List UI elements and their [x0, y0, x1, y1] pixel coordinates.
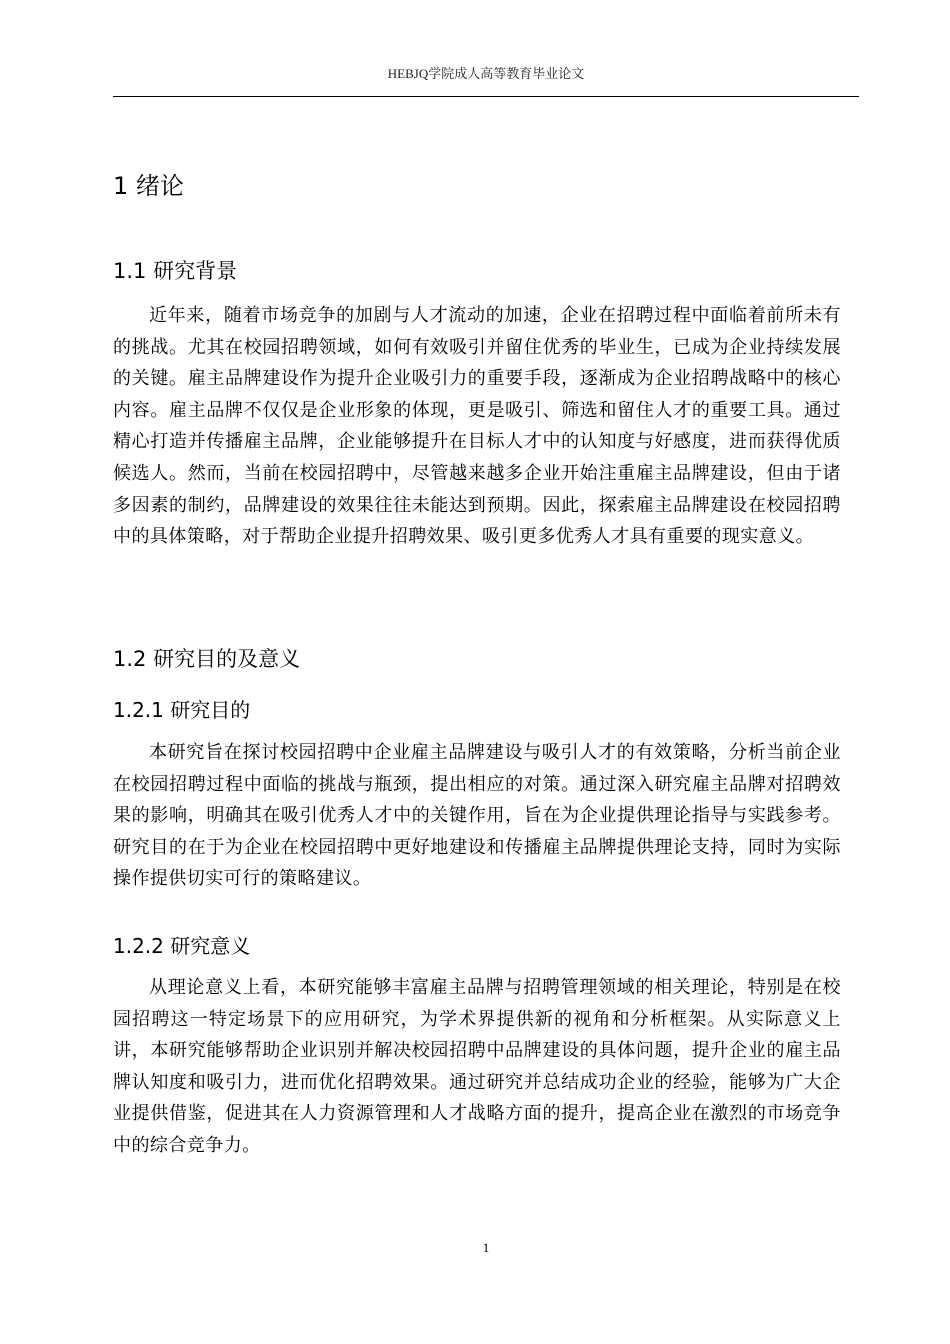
subsection-title-significance: 1.2.2 研究意义 [113, 934, 251, 958]
subsection-title-purpose: 1.2.1 研究目的 [113, 698, 251, 722]
page-number: 1 [482, 1240, 490, 1255]
paragraph-significance: 从理论意义上看，本研究能够丰富雇主品牌与招聘管理领域的相关理论，特别是在校园招聘这一特定场景下的应用研究，为学术界提供新的视角和分析框架。从实际意义上讲，本研究能够帮助企业识别并解决校园招聘中品牌建设的具体问题，提升企业的雇主品牌认知度和吸引力，进而优化招聘效果。通过研究并总结成功企业的经验，能够为广大企业提供借鉴，促进其在人力资源管理和人才战略方面的提升，提高企业在激烈的市场竞争中的综合竞争力。 [113, 977, 841, 1156]
paragraph-purpose: 本研究旨在探讨校园招聘中企业雇主品牌建设与吸引人才的有效策略，分析当前企业在校园招聘过程中面临的挑战与瓶颈，提出相应的对策。通过深入研究雇主品牌对招聘效果的影响，明确其在吸引优秀人才中的关键作用，旨在为企业提供理论指导与实践参考。研究目的在于为企业在校园招聘中更好地建设和传播雇主品牌提供理论支持，同时为实际操作提供切实可行的策略建议。 [113, 742, 841, 890]
section-title-background: 1.1 研究背景 [113, 259, 238, 283]
running-header: HEBJQ学院成人高等教育毕业论文 [387, 66, 585, 81]
header-divider [113, 96, 859, 97]
paragraph-background: 近年来，随着市场竞争的加剧与人才流动的加速，企业在招聘过程中面临着前所未有的挑战。尤其在校园招聘领域，如何有效吸引并留住优秀的毕业生，已成为企业持续发展的关键。雇主品牌建设作为提升企业吸引力的重要手段，逐渐成为企业招聘战略中的核心内容。雇主品牌不仅仅是企业形象的体现，更是吸引、筛选和留住人才的重要工具。通过精心打造并传播雇主品牌，企业能够提升在目标人才中的认知度与好感度，进而获得优质候选人。然而，当前在校园招聘中，尽管越来越多企业开始注重雇主品牌建设，但由于诸多因素的制约，品牌建设的效果往往未能达到预期。因此，探索雇主品牌建设在校园招聘中的具体策略，对于帮助企业提升招聘效果、吸引更多优秀人才具有重要的现实意义。 [113, 305, 841, 548]
chapter-title: 1 绪论 [113, 172, 184, 200]
section-title-purpose-significance: 1.2 研究目的及意义 [113, 647, 301, 671]
